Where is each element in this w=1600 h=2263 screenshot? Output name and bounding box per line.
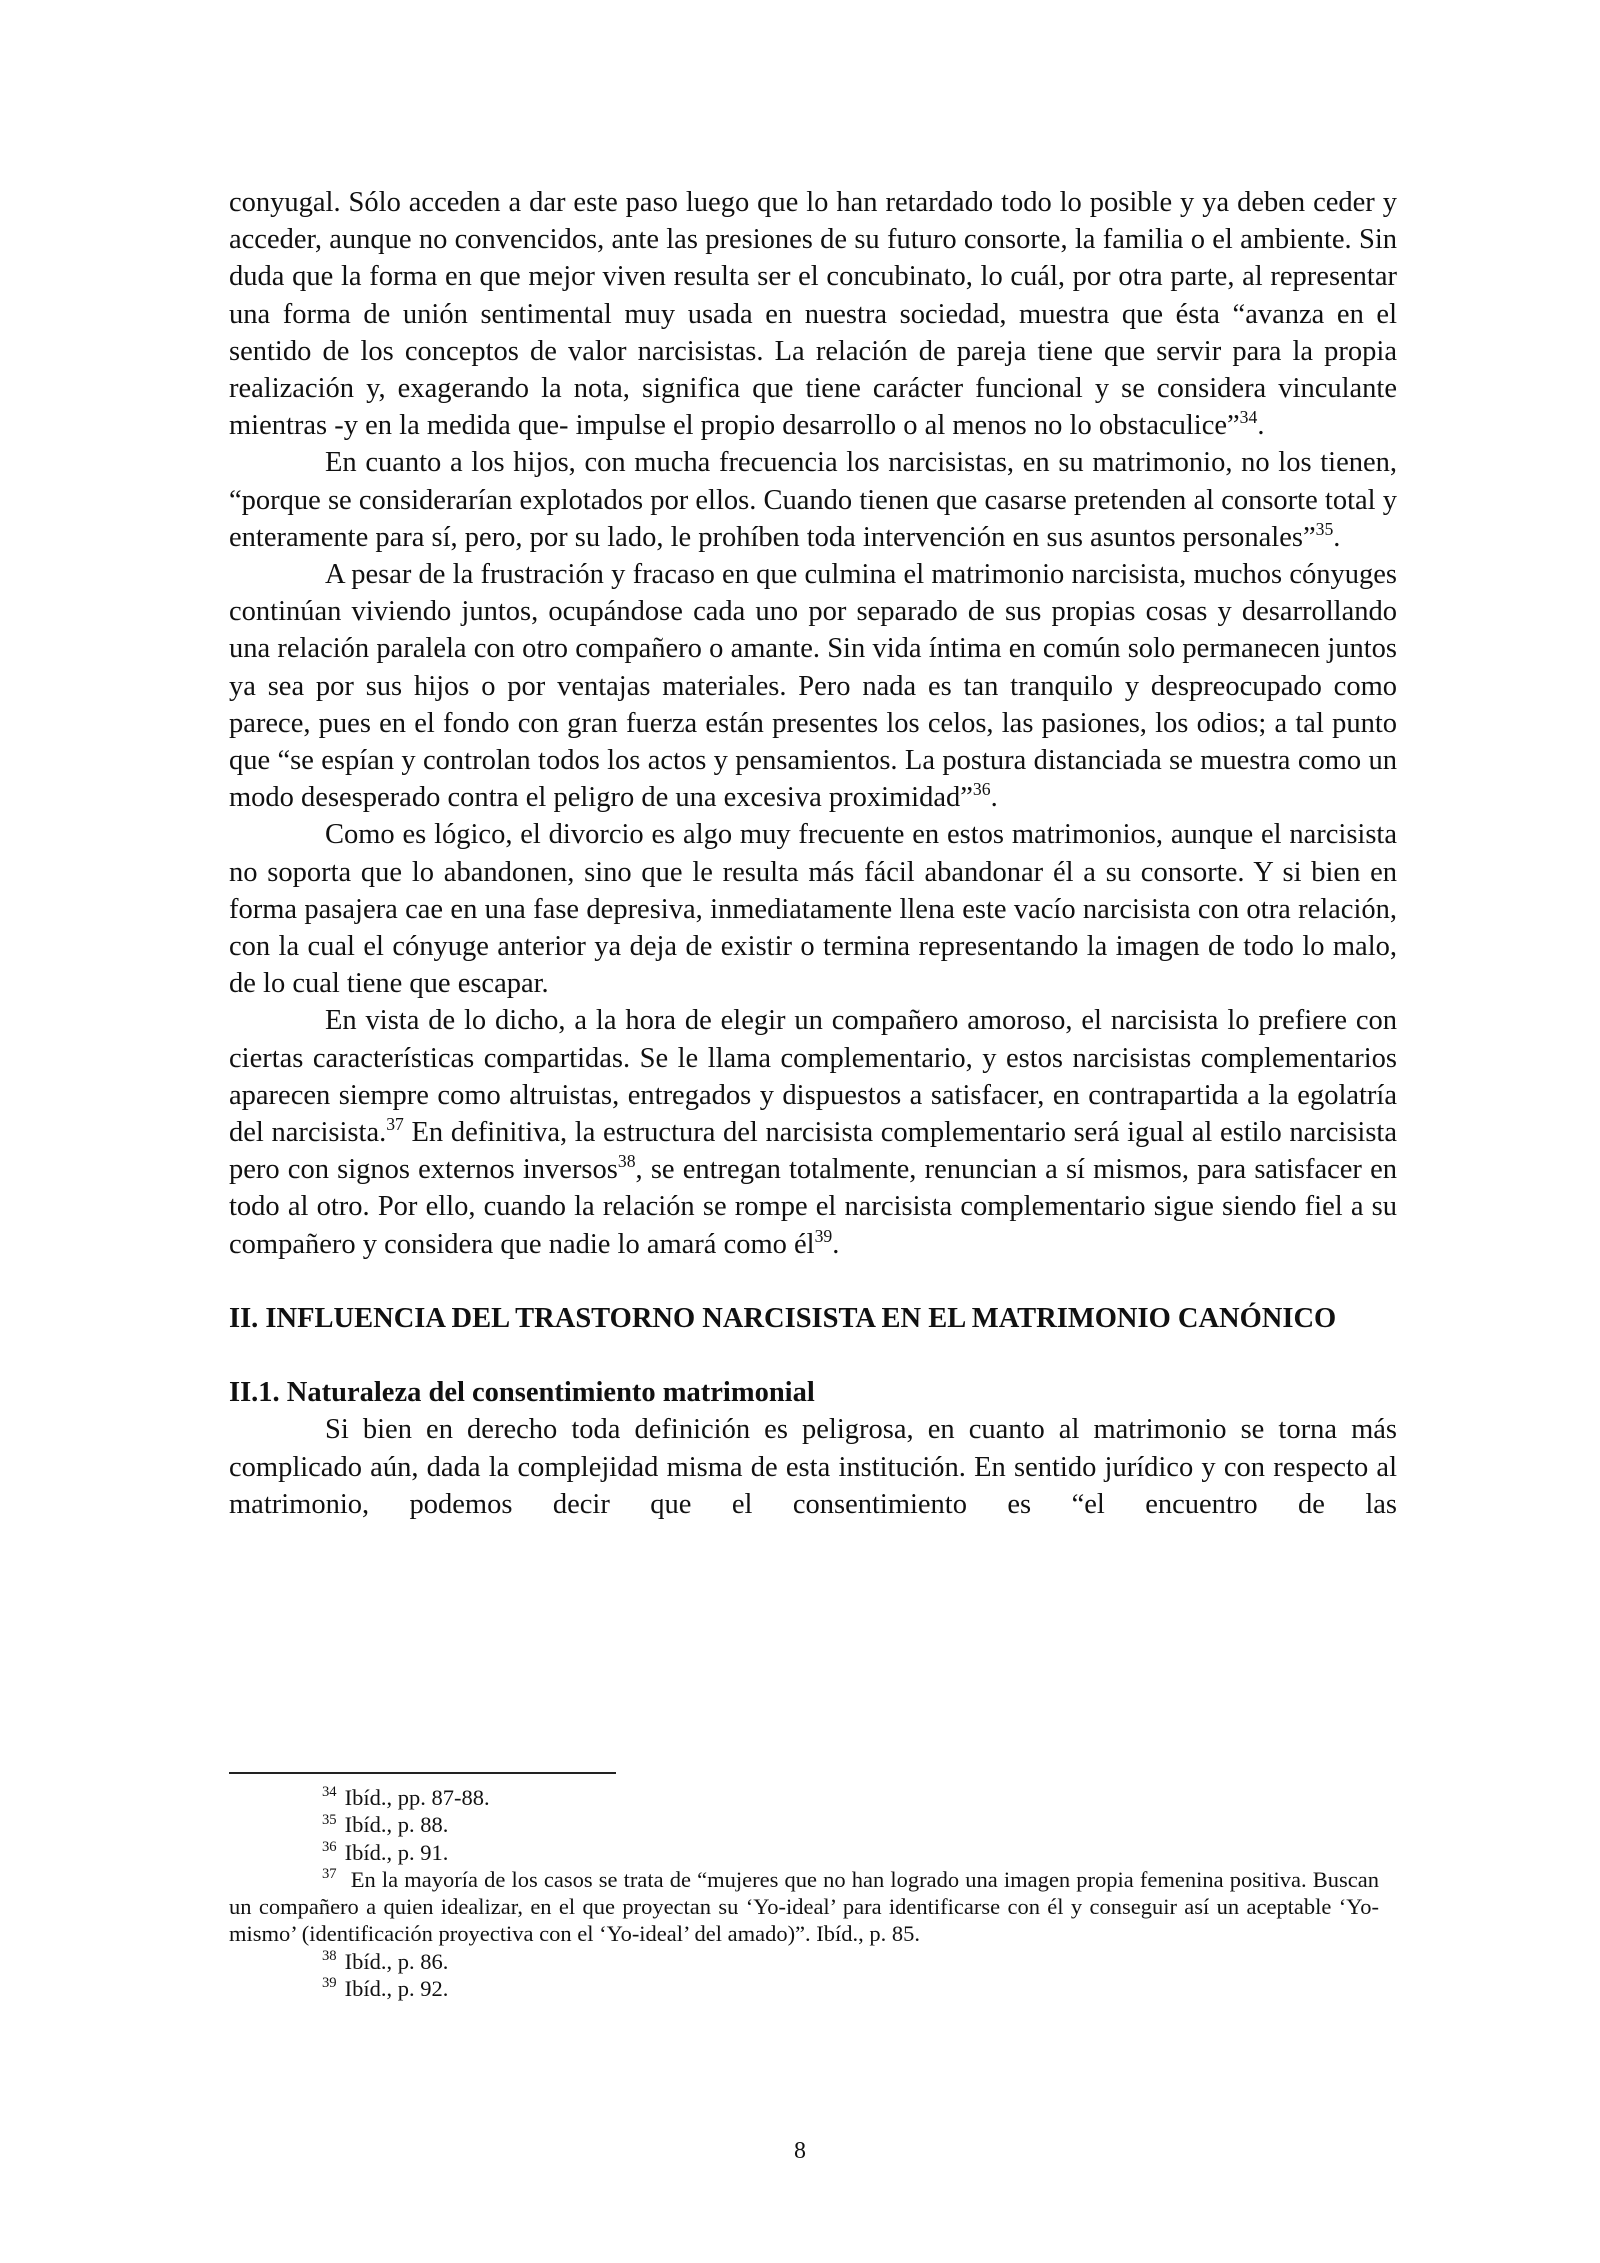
footnote-ref-38[interactable]: 38 (617, 1151, 636, 1172)
paragraph-end: . (832, 1228, 840, 1260)
paragraph-4 (229, 816, 1397, 1002)
footnote-text: Ibíd., p. 86. (344, 1948, 449, 1974)
paragraph-text: A pesar de la frustración y fracaso en que culmina el matrimonio narcisista, muchos cónyuges continúan viviendo juntos, ocupándose cada uno por separado de sus propias cosas y desarrollando una relación paralela con otro compañero o amante. Sin vida íntima en común solo permanecen juntos ya sea por sus hijos o por ventajas materiales. Pero nada es tan tranquilo y despreocupado como parece, pues en el fondo con gran fuerza están presentes los celos, las pasiones, los odios; a tal punto que “se espían y controlan todos los actos y pensamientos. La postura distanciada se muestra como un modo desesperado contra el peligro de una excesiva proximidad” (229, 559, 1397, 814)
footnote-ref-39[interactable]: 39 (814, 1225, 833, 1246)
page-number: 8 (794, 2138, 806, 2164)
footnote-number: 39 (322, 1975, 337, 1992)
paragraph-3 (229, 556, 1397, 816)
footnote-34 (229, 1784, 1379, 1811)
subsection-heading: II.1. Naturaleza del consentimiento matrimonial (229, 1377, 815, 1409)
footnote-ref-34[interactable]: 34 (1239, 407, 1258, 428)
paragraph-text: , se entregan totalmente, renuncian a sí mismos, para satisfacer en todo al otro. Por ello, cuando la relación se rompe el narcisista complementario sigue siendo fiel a su compañero y considera que nadie lo amará como él (229, 1154, 1397, 1260)
footnote-text: Ibíd., p. 92. (344, 1976, 449, 2002)
footnote-number: 35 (322, 1811, 337, 1828)
footnote-text: Ibíd., p. 91. (344, 1839, 449, 1865)
paragraph-end: . (990, 782, 998, 814)
footnote-ref-37[interactable]: 37 (386, 1114, 404, 1135)
paragraph-5 (229, 1002, 1397, 1262)
footnote-35 (229, 1811, 1379, 1838)
footnote-39 (229, 1975, 1379, 2002)
paragraph-6: Si bien en derecho toda definición es peligrosa, en cuanto al matrimonio se torna más complicado aún, dada la complejidad misma de esta institución. En sentido jurídico y con respecto al matrimonio, podemos decir que el consentimiento es “el encuentro de las (229, 1414, 1397, 1520)
paragraph-2 (229, 444, 1397, 556)
footnote-number: 37 (322, 1866, 337, 1883)
footnotes (229, 1784, 1379, 2002)
paragraph-1 (229, 184, 1397, 444)
footnote-36 (229, 1839, 1379, 1866)
main-text (229, 184, 1397, 1263)
page-body (229, 184, 1397, 1523)
footnote-38 (229, 1948, 1379, 1975)
paragraph-text: Como es lógico, el divorcio es algo muy frecuente en estos matrimonios, aunque el narcisista no soporta que lo abandonen, sino que le resulta más fácil abandonar él a su consorte. Y si bien en forma pasajera cae en una fase depresiva, inmediatamente llena este vacío narcisista con otra relación, con la cual el cónyuge anterior ya deja de existir o termina representando la imagen de todo lo malo, de lo cual tiene que escapar. (229, 819, 1397, 1000)
footnote-text: En la mayoría de los casos se trata de “mujeres que no han logrado una imagen propia femenina positiva. Buscan un compañero a quien idealizar, en el que proyectan su ‘Yo-ideal’ para identificarse con él y conseguir así un aceptable ‘Yo-mismo’ (identificación proyectiva con el ‘Yo-ideal’ del amado)”. Ibíd., p. 85. (229, 1866, 1379, 1947)
paragraph-end: . (1333, 521, 1341, 553)
footnote-number: 34 (322, 1784, 337, 1801)
subsection-text (229, 1411, 1397, 1523)
footnote-37 (229, 1866, 1379, 1948)
footnote-ref-35[interactable]: 35 (1315, 518, 1334, 539)
section-heading: II. INFLUENCIA DEL TRASTORNO NARCISISTA EN EL MATRIMONIO CANÓNICO (229, 1302, 1337, 1334)
footnote-ref-36[interactable]: 36 (972, 779, 991, 800)
footnote-text: Ibíd., pp. 87-88. (344, 1785, 490, 1810)
footnote-separator (229, 1772, 616, 1774)
paragraph-end: . (1257, 410, 1265, 442)
paragraph-text: En definitiva, la estructura del narcisista complementario será igual al estilo narcisista pero con signos externos inversos (229, 1117, 1397, 1186)
footnote-number: 36 (322, 1838, 337, 1855)
paragraph-text: En vista de lo dicho, a la hora de elegir un compañero amoroso, el narcisista lo prefiere con ciertas características compartidas. Se le llama complementario, y estos narcisistas complementarios aparecen siempre como altruistas, entregados y dispuestos a satisfacer, en contrapartida a la egolatría del narcisista. (229, 1005, 1397, 1149)
footnote-text: Ibíd., p. 88. (344, 1812, 449, 1838)
footnote-number: 38 (322, 1948, 337, 1965)
paragraph-text: En cuanto a los hijos, con mucha frecuencia los narcisistas, en su matrimonio, no los tienen, “porque se considerarían explotados por ellos. Cuando tienen que casarse pretenden al consorte total y enteramente para sí, pero, por su lado, le prohíben toda intervención en sus asuntos personales” (229, 447, 1397, 553)
paragraph-text: conyugal. Sólo acceden a dar este paso luego que lo han retardado todo lo posible y ya deben ceder y acceder, aunque no convencidos, ante las presiones de su futuro consorte, la familia o el ambiente. Sin duda que la forma en que mejor viven resulta ser el concubinato, lo cuál, por otra parte, al representar una forma de unión sentimental muy usada en nuestra sociedad, muestra que ésta “avanza en el sentido de los conceptos de valor narcisistas. La relación de pareja tiene que servir para la propia realización y, exagerando la nota, significa que tiene carácter funcional y se considera vinculante mientras -y en la medida que- impulse el propio desarrollo o al menos no lo obstaculice” (229, 187, 1397, 442)
